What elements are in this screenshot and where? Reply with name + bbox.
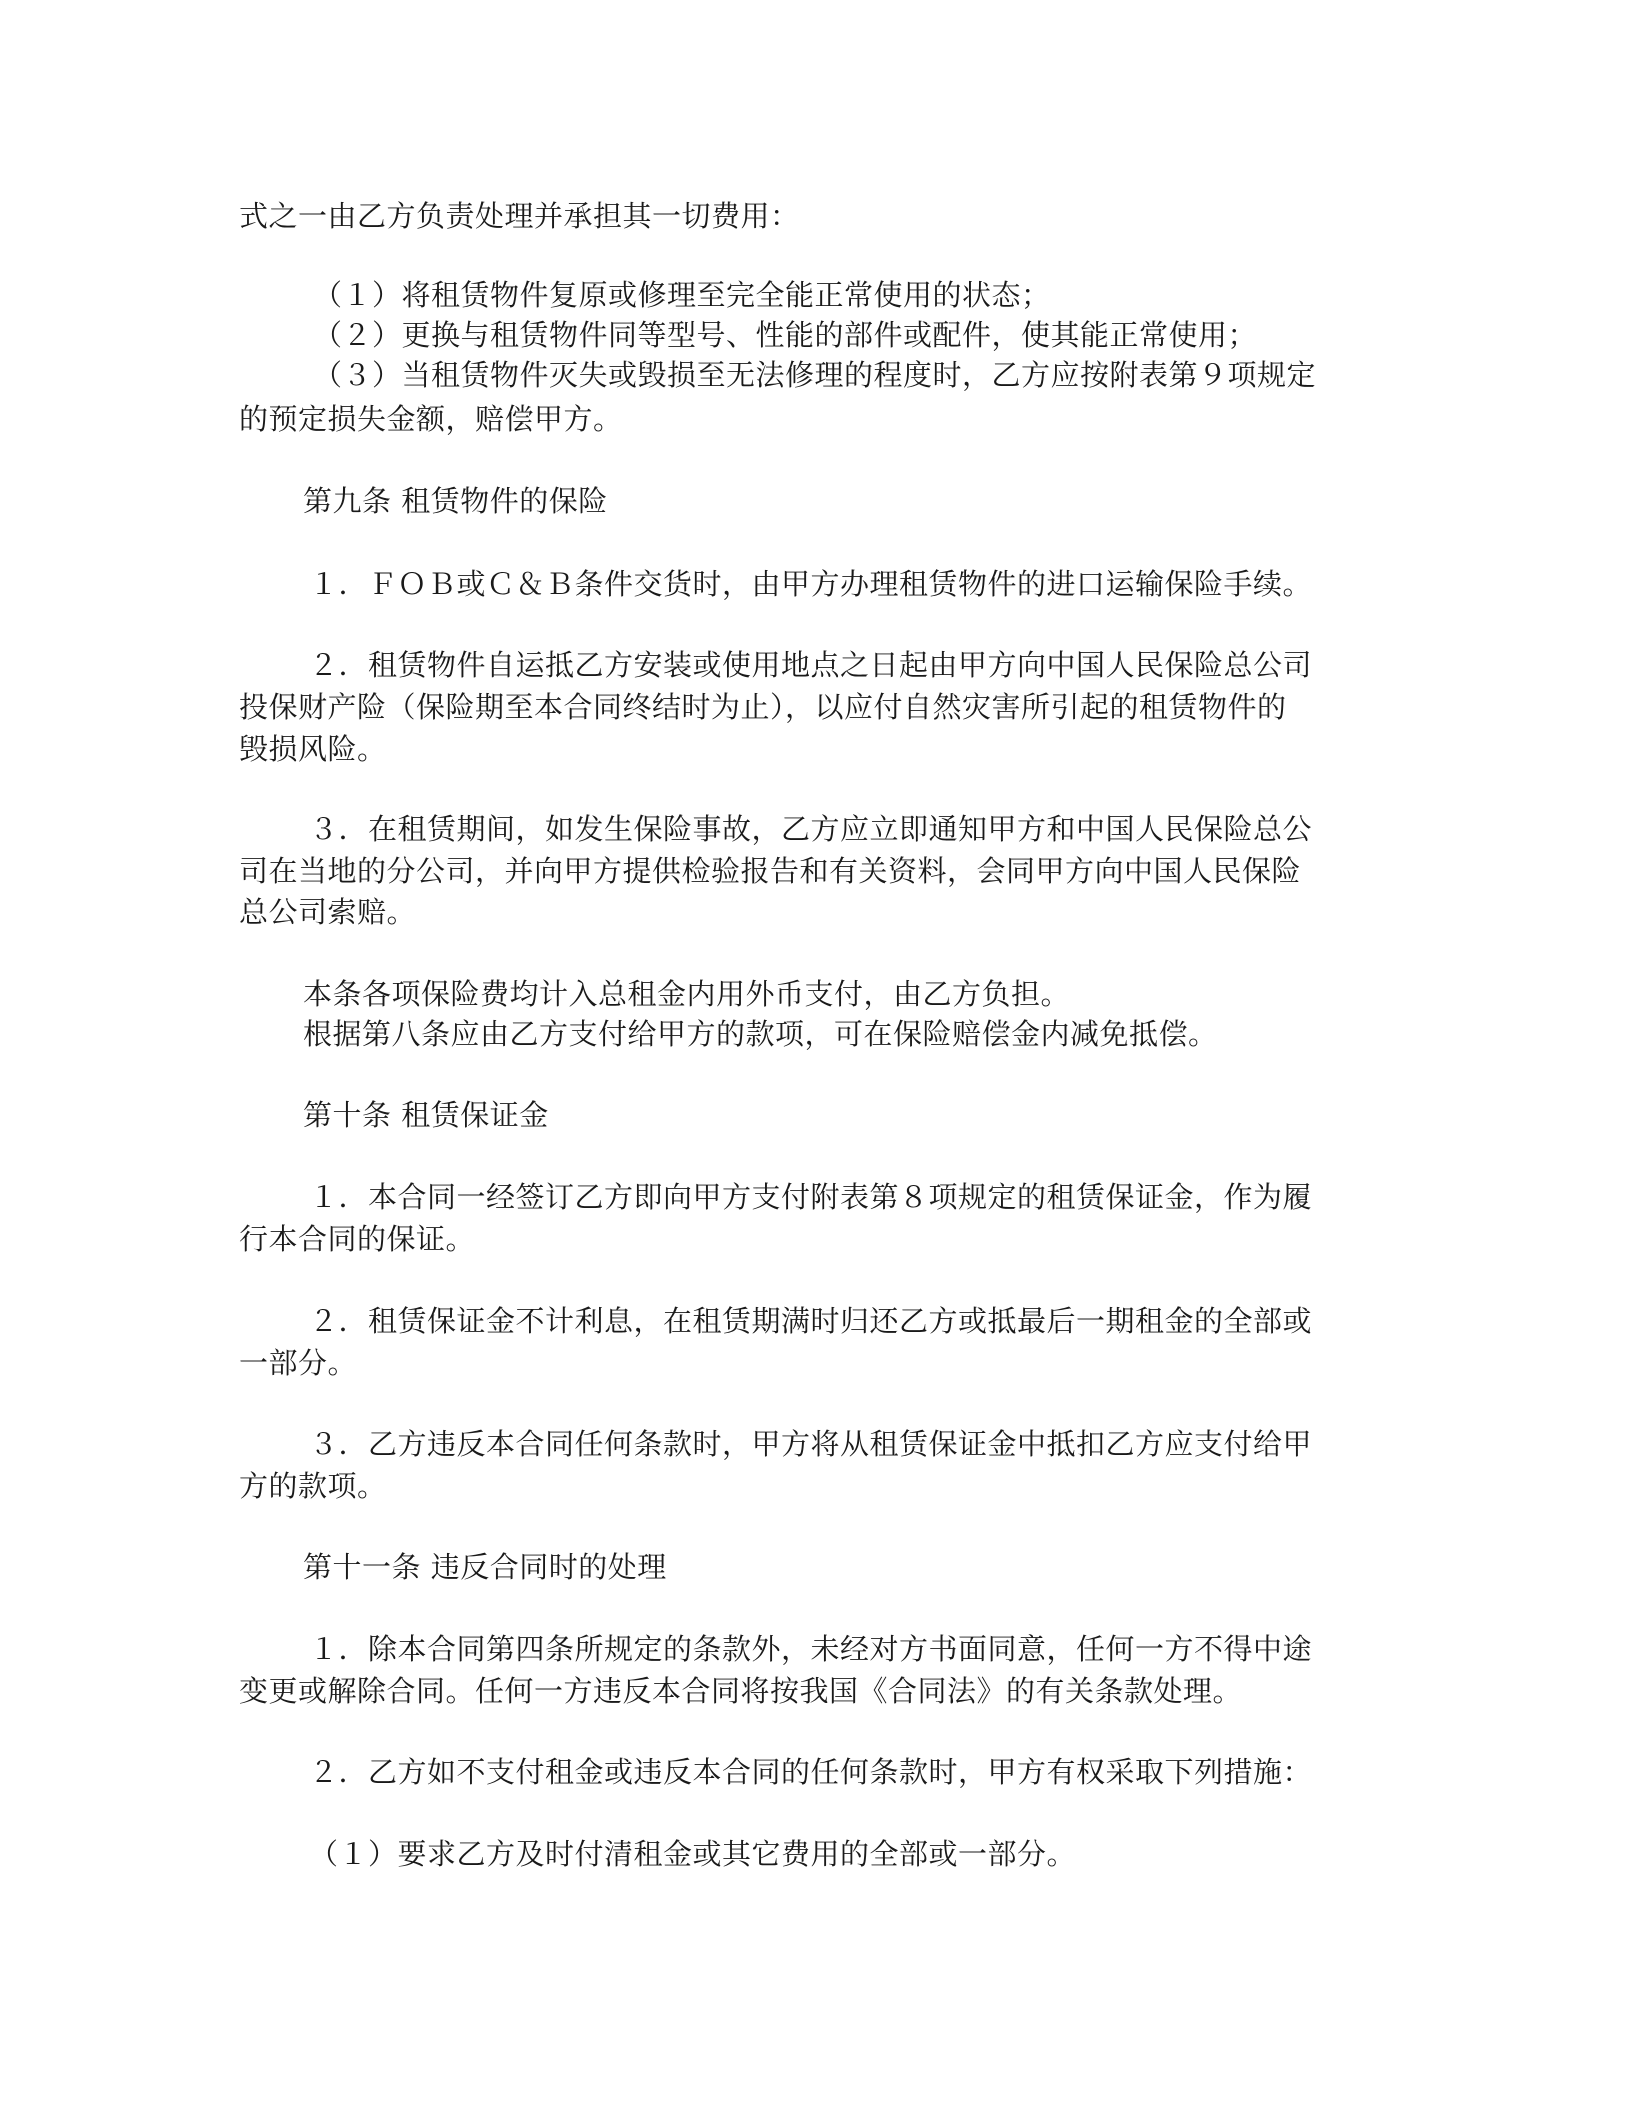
text-line: （３）当租赁物件灭失或毁损至无法修理的程度时，乙方应按附表第９项规定 xyxy=(313,358,1317,392)
text-line: 方的款项。 xyxy=(239,1469,387,1503)
text-line: １．本合同一经签订乙方即向甲方支付附表第８项规定的租赁保证金，作为履 xyxy=(309,1180,1313,1214)
article-heading: 第九条 租赁物件的保险 xyxy=(303,484,608,518)
text-line: （２）更换与租赁物件同等型号、性能的部件或配件，使其能正常使用； xyxy=(313,318,1258,352)
article-heading: 第十一条 违反合同时的处理 xyxy=(303,1550,667,1584)
text-line: 的预定损失金额，赔偿甲方。 xyxy=(239,402,623,436)
text-line: 根据第八条应由乙方支付给甲方的款项，可在保险赔偿金内减免抵偿。 xyxy=(303,1017,1218,1051)
text-line: 式之一由乙方负责处理并承担其一切费用： xyxy=(239,199,800,233)
text-line: 司在当地的分公司，并向甲方提供检验报告和有关资料，会同甲方向中国人民保险 xyxy=(239,854,1302,888)
text-line: 投保财产险（保险期至本合同终结时为止），以应付自然灾害所引起的租赁物件的 xyxy=(239,690,1287,724)
text-line: 变更或解除合同。任何一方违反本合同将按我国《合同法》的有关条款处理。 xyxy=(239,1674,1243,1708)
text-line: １．除本合同第四条所规定的条款外，未经对方书面同意，任何一方不得中途 xyxy=(309,1632,1313,1666)
article-heading: 第十条 租赁保证金 xyxy=(303,1098,549,1132)
text-line: 毁损风险。 xyxy=(239,732,387,766)
text-line: 总公司索赔。 xyxy=(239,895,417,929)
text-line: ２．租赁物件自运抵乙方安装或使用地点之日起由甲方向中国人民保险总公司 xyxy=(309,648,1313,682)
text-line: ２．租赁保证金不计利息，在租赁期满时归还乙方或抵最后一期租金的全部或 xyxy=(309,1304,1313,1338)
text-line: （１）将租赁物件复原或修理至完全能正常使用的状态； xyxy=(313,278,1051,312)
text-line: ３．乙方违反本合同任何条款时，甲方将从租赁保证金中抵扣乙方应支付给甲 xyxy=(309,1427,1313,1461)
text-line: 本条各项保险费均计入总租金内用外币支付，由乙方负担。 xyxy=(303,977,1071,1011)
text-line: ２．乙方如不支付租金或违反本合同的任何条款时，甲方有权采取下列措施： xyxy=(309,1755,1313,1789)
text-line: 行本合同的保证。 xyxy=(239,1222,476,1256)
text-line: （１）要求乙方及时付清租金或其它费用的全部或一部分。 xyxy=(309,1837,1077,1871)
text-line: ３．在租赁期间，如发生保险事故，乙方应立即通知甲方和中国人民保险总公 xyxy=(309,812,1313,846)
text-line: 一部分。 xyxy=(239,1346,358,1380)
text-line: １．ＦＯＢ或Ｃ＆Ｂ条件交货时，由甲方办理租赁物件的进口运输保险手续。 xyxy=(309,567,1313,601)
